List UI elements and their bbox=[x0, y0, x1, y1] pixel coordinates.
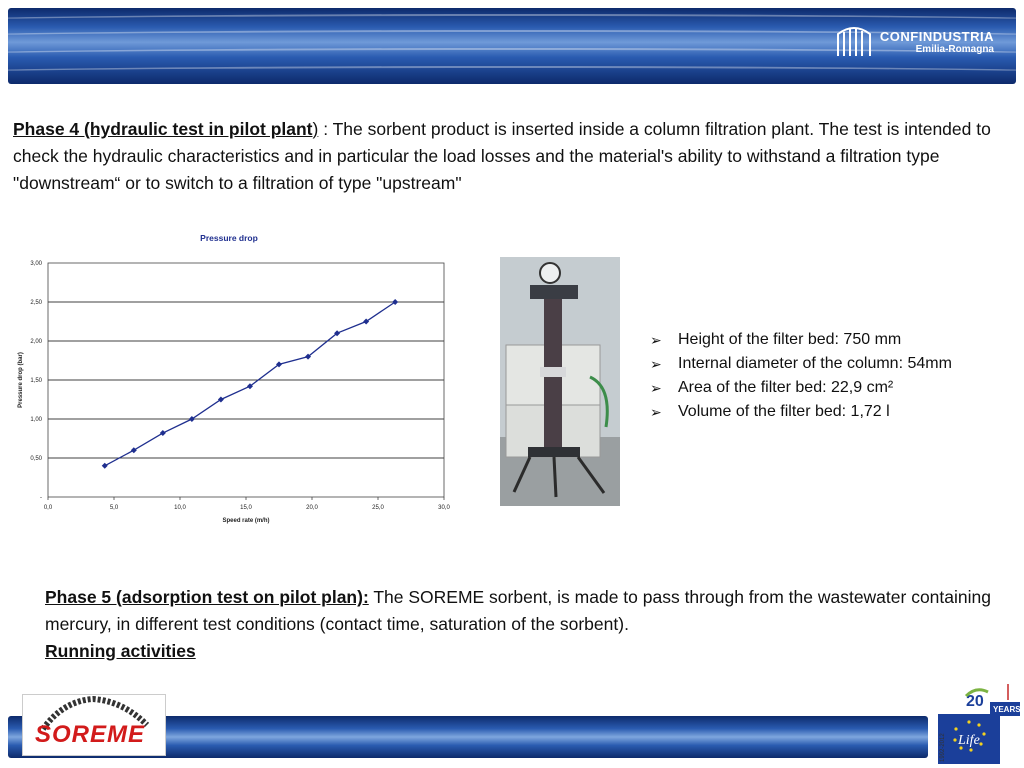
x-tick-label: 20,0 bbox=[306, 505, 318, 511]
phase4-heading-close: ) bbox=[312, 119, 319, 139]
phase5-paragraph bbox=[45, 584, 1005, 665]
confindustria-region: Emilia-Romagna bbox=[915, 44, 994, 55]
confindustria-name: CONFINDUSTRIA bbox=[879, 29, 994, 44]
spec-text: Area of the filter bed: 22,9 cm² bbox=[678, 379, 894, 396]
pilot-plant-photo bbox=[500, 257, 620, 506]
arrow-bullet-icon: ➢ bbox=[650, 356, 662, 372]
y-axis-ticks bbox=[30, 261, 42, 501]
list-item bbox=[650, 328, 952, 352]
list-item bbox=[650, 376, 952, 400]
data-point bbox=[131, 447, 137, 453]
data-point bbox=[160, 430, 166, 436]
phase5-heading: Phase 5 (adsorption test on pilot plan): bbox=[45, 587, 369, 607]
life-logo-years-label: YEARS bbox=[993, 705, 1021, 714]
chart-title: Pressure drop bbox=[200, 233, 258, 243]
y-tick-label: 2,50 bbox=[30, 300, 42, 306]
y-tick-label: 3,00 bbox=[30, 261, 42, 267]
x-tick-label: 10,0 bbox=[174, 505, 186, 511]
confindustria-logo bbox=[834, 24, 994, 60]
life-logo-dates: 1992-2012 bbox=[940, 733, 946, 762]
y-tick-label: - bbox=[40, 495, 42, 501]
life-20-years-logo bbox=[936, 682, 1022, 764]
x-tick-label: 15,0 bbox=[240, 505, 252, 511]
filter-specs-list bbox=[650, 328, 952, 424]
confindustria-emblem-icon bbox=[834, 24, 874, 60]
phase4-body: : The sorbent product is inserted inside a column filtration plant. The test is intended to check the hydraulic characteristics and in particular the load losses and the material's ability to withstand a filtration type "downstream“ or to switch to a filtration of type "upstream" bbox=[13, 119, 991, 193]
arrow-bullet-icon: ➢ bbox=[650, 404, 662, 420]
list-item bbox=[650, 400, 952, 424]
phase4-paragraph bbox=[13, 116, 1013, 197]
header-banner bbox=[8, 8, 1016, 84]
y-axis-label: Pressure drop (bar) bbox=[18, 352, 24, 408]
x-axis-label: Speed rate (m/h) bbox=[222, 518, 270, 524]
x-axis-ticks bbox=[44, 497, 451, 511]
y-tick-label: 2,00 bbox=[30, 339, 42, 345]
x-tick-label: 25,0 bbox=[372, 505, 384, 511]
x-tick-label: 0,0 bbox=[43, 505, 53, 511]
spec-text: Internal diameter of the column: 54mm bbox=[678, 355, 952, 372]
life-logo-years: 20 bbox=[966, 693, 984, 710]
soreme-logo-text: SOREME bbox=[35, 721, 146, 748]
banner-wave bbox=[8, 66, 1016, 82]
arrow-bullet-icon: ➢ bbox=[650, 332, 662, 348]
x-tick-label: 30,0 bbox=[438, 505, 450, 511]
spec-text: Height of the filter bed: 750 mm bbox=[678, 331, 902, 348]
life-logo-word: Life bbox=[958, 733, 980, 748]
spec-text: Volume of the filter bed: 1,72 l bbox=[678, 403, 890, 420]
y-tick-label: 1,00 bbox=[30, 417, 42, 423]
chart-gridlines bbox=[48, 302, 444, 458]
phase4-heading: Phase 4 (hydraulic test in pilot plant bbox=[13, 119, 313, 139]
pressure-drop-chart bbox=[10, 226, 460, 526]
x-tick-label: 5,0 bbox=[109, 505, 119, 511]
phase5-body: The SOREME sorbent, is made to pass through from the wastewater containing mercury, in different test conditions (contact time, saturation of the sorbent). bbox=[45, 587, 991, 634]
y-tick-label: 1,50 bbox=[30, 378, 42, 384]
list-item bbox=[650, 352, 952, 376]
y-tick-label: 0,50 bbox=[30, 456, 42, 462]
data-point bbox=[102, 463, 108, 469]
soreme-logo bbox=[22, 694, 166, 756]
arrow-bullet-icon: ➢ bbox=[650, 380, 662, 396]
running-activities-link: Running activities bbox=[45, 641, 196, 661]
